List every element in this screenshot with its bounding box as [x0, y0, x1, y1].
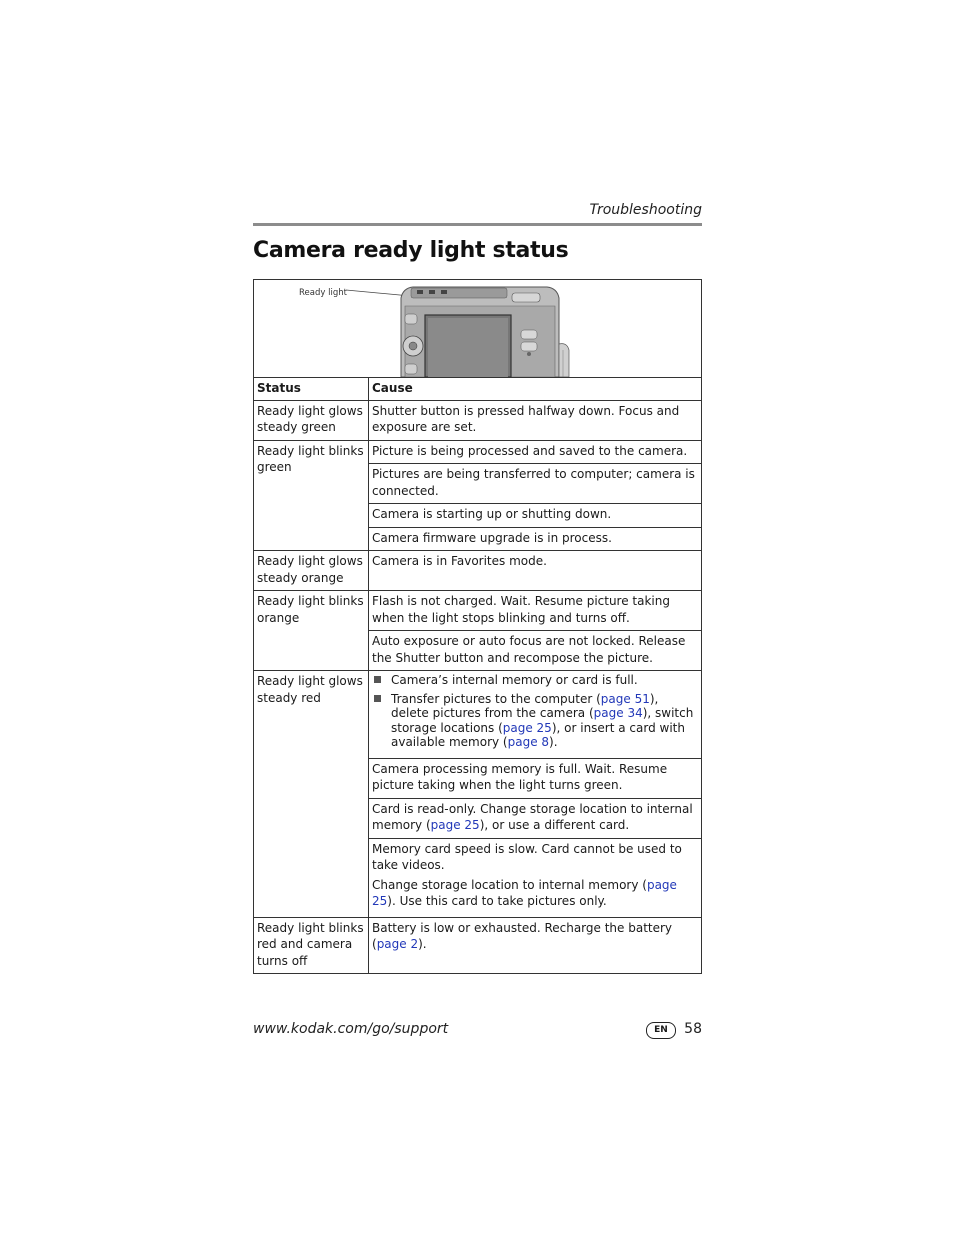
bullet-list	[372, 673, 698, 750]
cause-cell: Flash is not charged. Wait. Resume picture taking when the light stops blinking and turns off.	[369, 591, 702, 631]
cause-cell	[369, 671, 702, 759]
bullet-text: Camera’s internal memory or card is full.	[391, 673, 638, 687]
page-link[interactable]: page 25	[372, 877, 677, 908]
status-cell: Ready light glows steady red	[254, 671, 369, 918]
page-link[interactable]: page 51	[600, 691, 650, 706]
camera-image-cell	[254, 280, 702, 378]
cause-text: Battery is low or exhausted. Recharge the battery (	[372, 920, 673, 951]
callout-label: Ready light	[299, 288, 347, 298]
square-bullet-icon	[374, 676, 381, 683]
bullet-text: Transfer pictures to the computer (	[391, 691, 601, 706]
cause-cell: Camera processing memory is full. Wait. Resume picture taking when the light turns green.	[369, 758, 702, 798]
cause-text: Change storage location to internal memory (	[372, 877, 647, 892]
page-link[interactable]: page 25	[502, 720, 552, 735]
bullet-text: ), delete pictures from the camera (	[391, 691, 659, 720]
status-cell: Ready light blinks green	[254, 440, 369, 551]
cause-text: Card is read-only. Change storage location to internal memory (	[372, 801, 693, 832]
table-row	[254, 591, 702, 631]
status-cell: Ready light blinks orange	[254, 591, 369, 671]
table-row	[254, 551, 702, 591]
page-link[interactable]: page 25	[430, 818, 480, 832]
cause-text: ).	[418, 937, 427, 951]
cause-cell: Camera firmware upgrade is in process.	[369, 527, 702, 551]
cause-text: ). Use this card to take pictures only.	[387, 894, 607, 908]
bullet-text: ).	[549, 735, 558, 749]
footer-url[interactable]: www.kodak.com/go/support	[253, 1021, 449, 1037]
status-table	[253, 279, 702, 974]
status-cell: Ready light glows steady orange	[254, 551, 369, 591]
cause-cell: Camera is starting up or shutting down.	[369, 504, 702, 528]
footer-page-info	[646, 1020, 702, 1040]
table-header-row	[254, 378, 702, 401]
running-header: Troubleshooting	[589, 202, 702, 218]
camera-icon	[397, 284, 572, 377]
cause-cell: Shutter button is pressed halfway down. Focus and exposure are set.	[369, 400, 702, 440]
status-cell: Ready light glows steady green	[254, 400, 369, 440]
bullet-text: ), or insert a card with available memory (	[391, 720, 685, 749]
list-item	[372, 692, 698, 750]
cause-cell	[369, 838, 702, 917]
cause-text: ), or use a different card.	[479, 818, 630, 832]
bullet-text: ), switch storage locations (	[391, 706, 694, 735]
cause-paragraph	[372, 877, 698, 910]
cause-cell: Picture is being processed and saved to the camera.	[369, 440, 702, 464]
cause-paragraph: Memory card speed is slow. Card cannot be used to take videos.	[372, 841, 682, 872]
page-link[interactable]: page 34	[593, 706, 643, 720]
language-badge: EN	[646, 1022, 676, 1039]
table-row	[254, 440, 702, 464]
page-link[interactable]: page 2	[376, 937, 419, 951]
status-cell: Ready light blinks red and camera turns off	[254, 917, 369, 974]
header-cause: Cause	[369, 378, 702, 401]
table-row	[254, 671, 702, 759]
cause-cell: Pictures are being transferred to computer; camera is connected.	[369, 464, 702, 504]
cause-cell: Auto exposure or auto focus are not locked. Release the Shutter button and recompose the picture.	[369, 631, 702, 671]
page-number: 58	[684, 1021, 702, 1037]
header-status: Status	[254, 378, 369, 401]
cause-cell: Camera is in Favorites mode.	[369, 551, 702, 591]
page-link[interactable]: page 8	[507, 735, 550, 749]
square-bullet-icon	[374, 695, 381, 702]
header-rule	[253, 223, 702, 226]
cause-cell	[369, 917, 702, 974]
table-row	[254, 400, 702, 440]
cause-cell	[369, 798, 702, 838]
page-title: Camera ready light status	[253, 238, 569, 263]
list-item	[372, 673, 698, 688]
image-row	[254, 280, 702, 378]
table-row	[254, 917, 702, 974]
